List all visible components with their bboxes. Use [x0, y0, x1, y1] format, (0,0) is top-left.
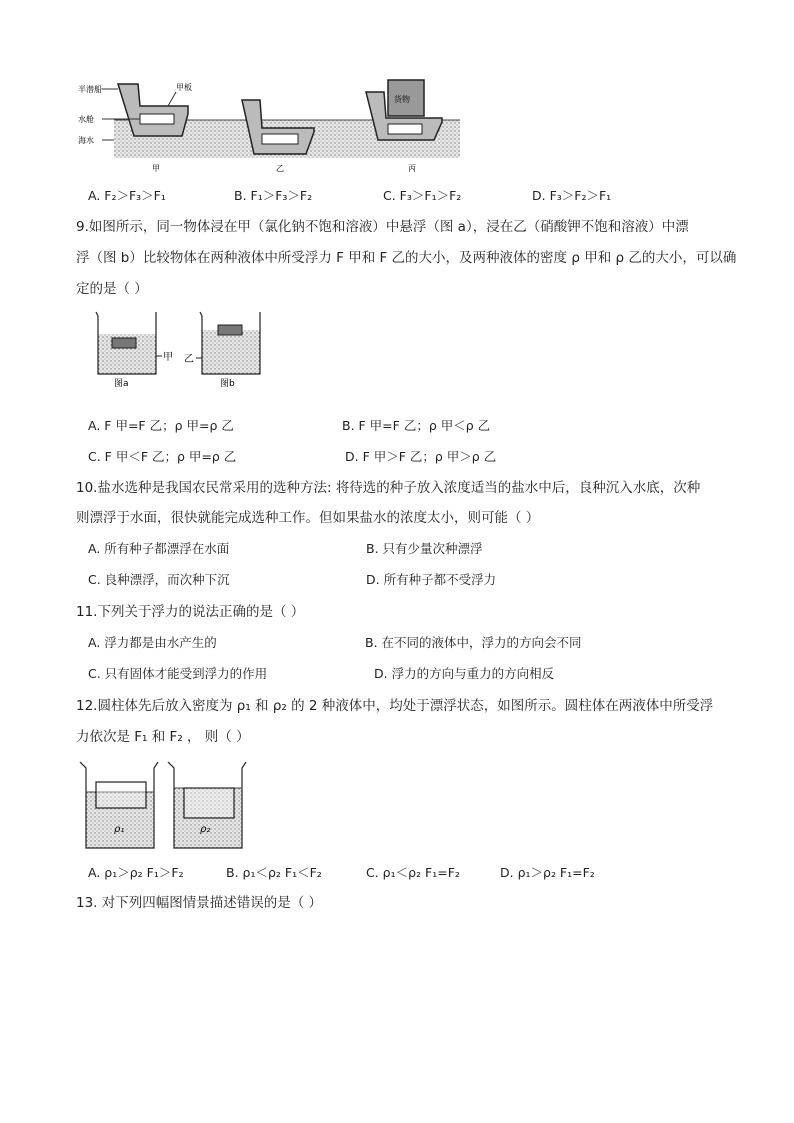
- label-bing: 丙: [408, 164, 416, 173]
- object-floating: [218, 325, 242, 335]
- caption-b: 图b: [220, 379, 235, 389]
- label-jia: 甲: [152, 164, 160, 173]
- label-jia-liquid: 甲: [163, 352, 173, 363]
- q9-beaker-figure: [90, 308, 270, 390]
- label-yi: 乙: [276, 164, 284, 173]
- q11-option-d: D. 浮力的方向与重力的方向相反: [374, 666, 555, 681]
- q10-option-d: D. 所有种子都不受浮力: [366, 572, 497, 587]
- q11-option-c: C. 只有固体才能受到浮力的作用: [88, 666, 268, 681]
- q9-line-2: 浮（图 b）比较物体在两种液体中所受浮力 F 甲和 F 乙的大小，及两种液体的密度 ρ 甲和 ρ 乙的大小，可以确: [76, 250, 737, 266]
- q9-line-3: 定的是（ ）: [76, 281, 148, 297]
- object-suspended: [112, 338, 136, 348]
- q9-option-a: A. F 甲=F 乙；ρ 甲=ρ 乙: [88, 418, 234, 433]
- cylinder-1: [96, 782, 146, 808]
- q8-option-b: B. F₁＞F₃＞F₂: [234, 188, 313, 203]
- caption-a: 图a: [114, 379, 129, 389]
- label-yi-liquid: 乙: [184, 354, 194, 365]
- label-tank: 水舱: [78, 115, 94, 124]
- q10-option-a: A. 所有种子都漂浮在水面: [88, 541, 230, 556]
- q12-option-b: B. ρ₁＜ρ₂ F₁＜F₂: [226, 865, 322, 880]
- label-ship: 半潜船: [78, 85, 102, 94]
- q8-option-d: D. F₃＞F₂＞F₁: [532, 188, 612, 203]
- q10-line-2: 则漂浮于水面，很快就能完成选种工作。但如果盐水的浓度太小，则可能（ ）: [76, 510, 540, 526]
- label-sea: 海水: [78, 136, 94, 145]
- q9-option-d: D. F 甲＞F 乙；ρ 甲＞ρ 乙: [345, 449, 497, 464]
- q12-beaker-figure: [78, 760, 248, 852]
- label-cargo: 货物: [394, 95, 410, 104]
- q11-line-1: 11.下列关于浮力的说法正确的是（ ）: [76, 604, 305, 620]
- q10-option-c: C. 良种漂浮，而次种下沉: [88, 572, 230, 587]
- q12-option-c: C. ρ₁＜ρ₂ F₁=F₂: [366, 865, 460, 880]
- q11-option-b: B. 在不同的液体中，浮力的方向会不同: [365, 635, 582, 650]
- q8-option-a: A. F₂＞F₃＞F₁: [88, 188, 166, 203]
- q9-option-c: C. F 甲＜F 乙；ρ 甲=ρ 乙: [88, 449, 237, 464]
- label-deck: 甲板: [176, 83, 192, 92]
- label-rho1: ρ₁: [114, 824, 125, 835]
- cylinder-2: [184, 788, 234, 818]
- q8-option-c: C. F₃＞F₁＞F₂: [383, 188, 462, 203]
- q10-line-1: 10.盐水选种是我国农民常采用的选种方法: 将待选的种子放入浓度适当的盐水中后，良种沉入水底，次种: [76, 480, 701, 496]
- q10-option-b: B. 只有少量次种漂浮: [366, 541, 483, 556]
- q12-option-d: D. ρ₁＞ρ₂ F₁=F₂: [500, 865, 595, 880]
- q12-line-2: 力依次是 F₁ 和 F₂ ， 则（ ）: [76, 729, 250, 745]
- q11-option-a: A. 浮力都是由水产生的: [88, 635, 217, 650]
- q13-line-1: 13. 对下列四幅图情景描述错误的是（ ）: [76, 895, 323, 911]
- semi-submersible-figure: [78, 78, 468, 176]
- q12-line-1: 12.圆柱体先后放入密度为 ρ₁ 和 ρ₂ 的 2 种液体中，均处于漂浮状态，如图所示。圆柱体在两液体中所受浮: [76, 698, 714, 714]
- q9-option-b: B. F 甲=F 乙；ρ 甲＜ρ 乙: [342, 418, 491, 433]
- label-rho2: ρ₂: [200, 824, 211, 835]
- q12-option-a: A. ρ₁＞ρ₂ F₁＞F₂: [88, 865, 184, 880]
- q9-line-1: 9.如图所示，同一物体浸在甲（氯化钠不饱和溶液）中悬浮（图 a），浸在乙（硝酸钾不饱和溶液）中漂: [76, 219, 689, 235]
